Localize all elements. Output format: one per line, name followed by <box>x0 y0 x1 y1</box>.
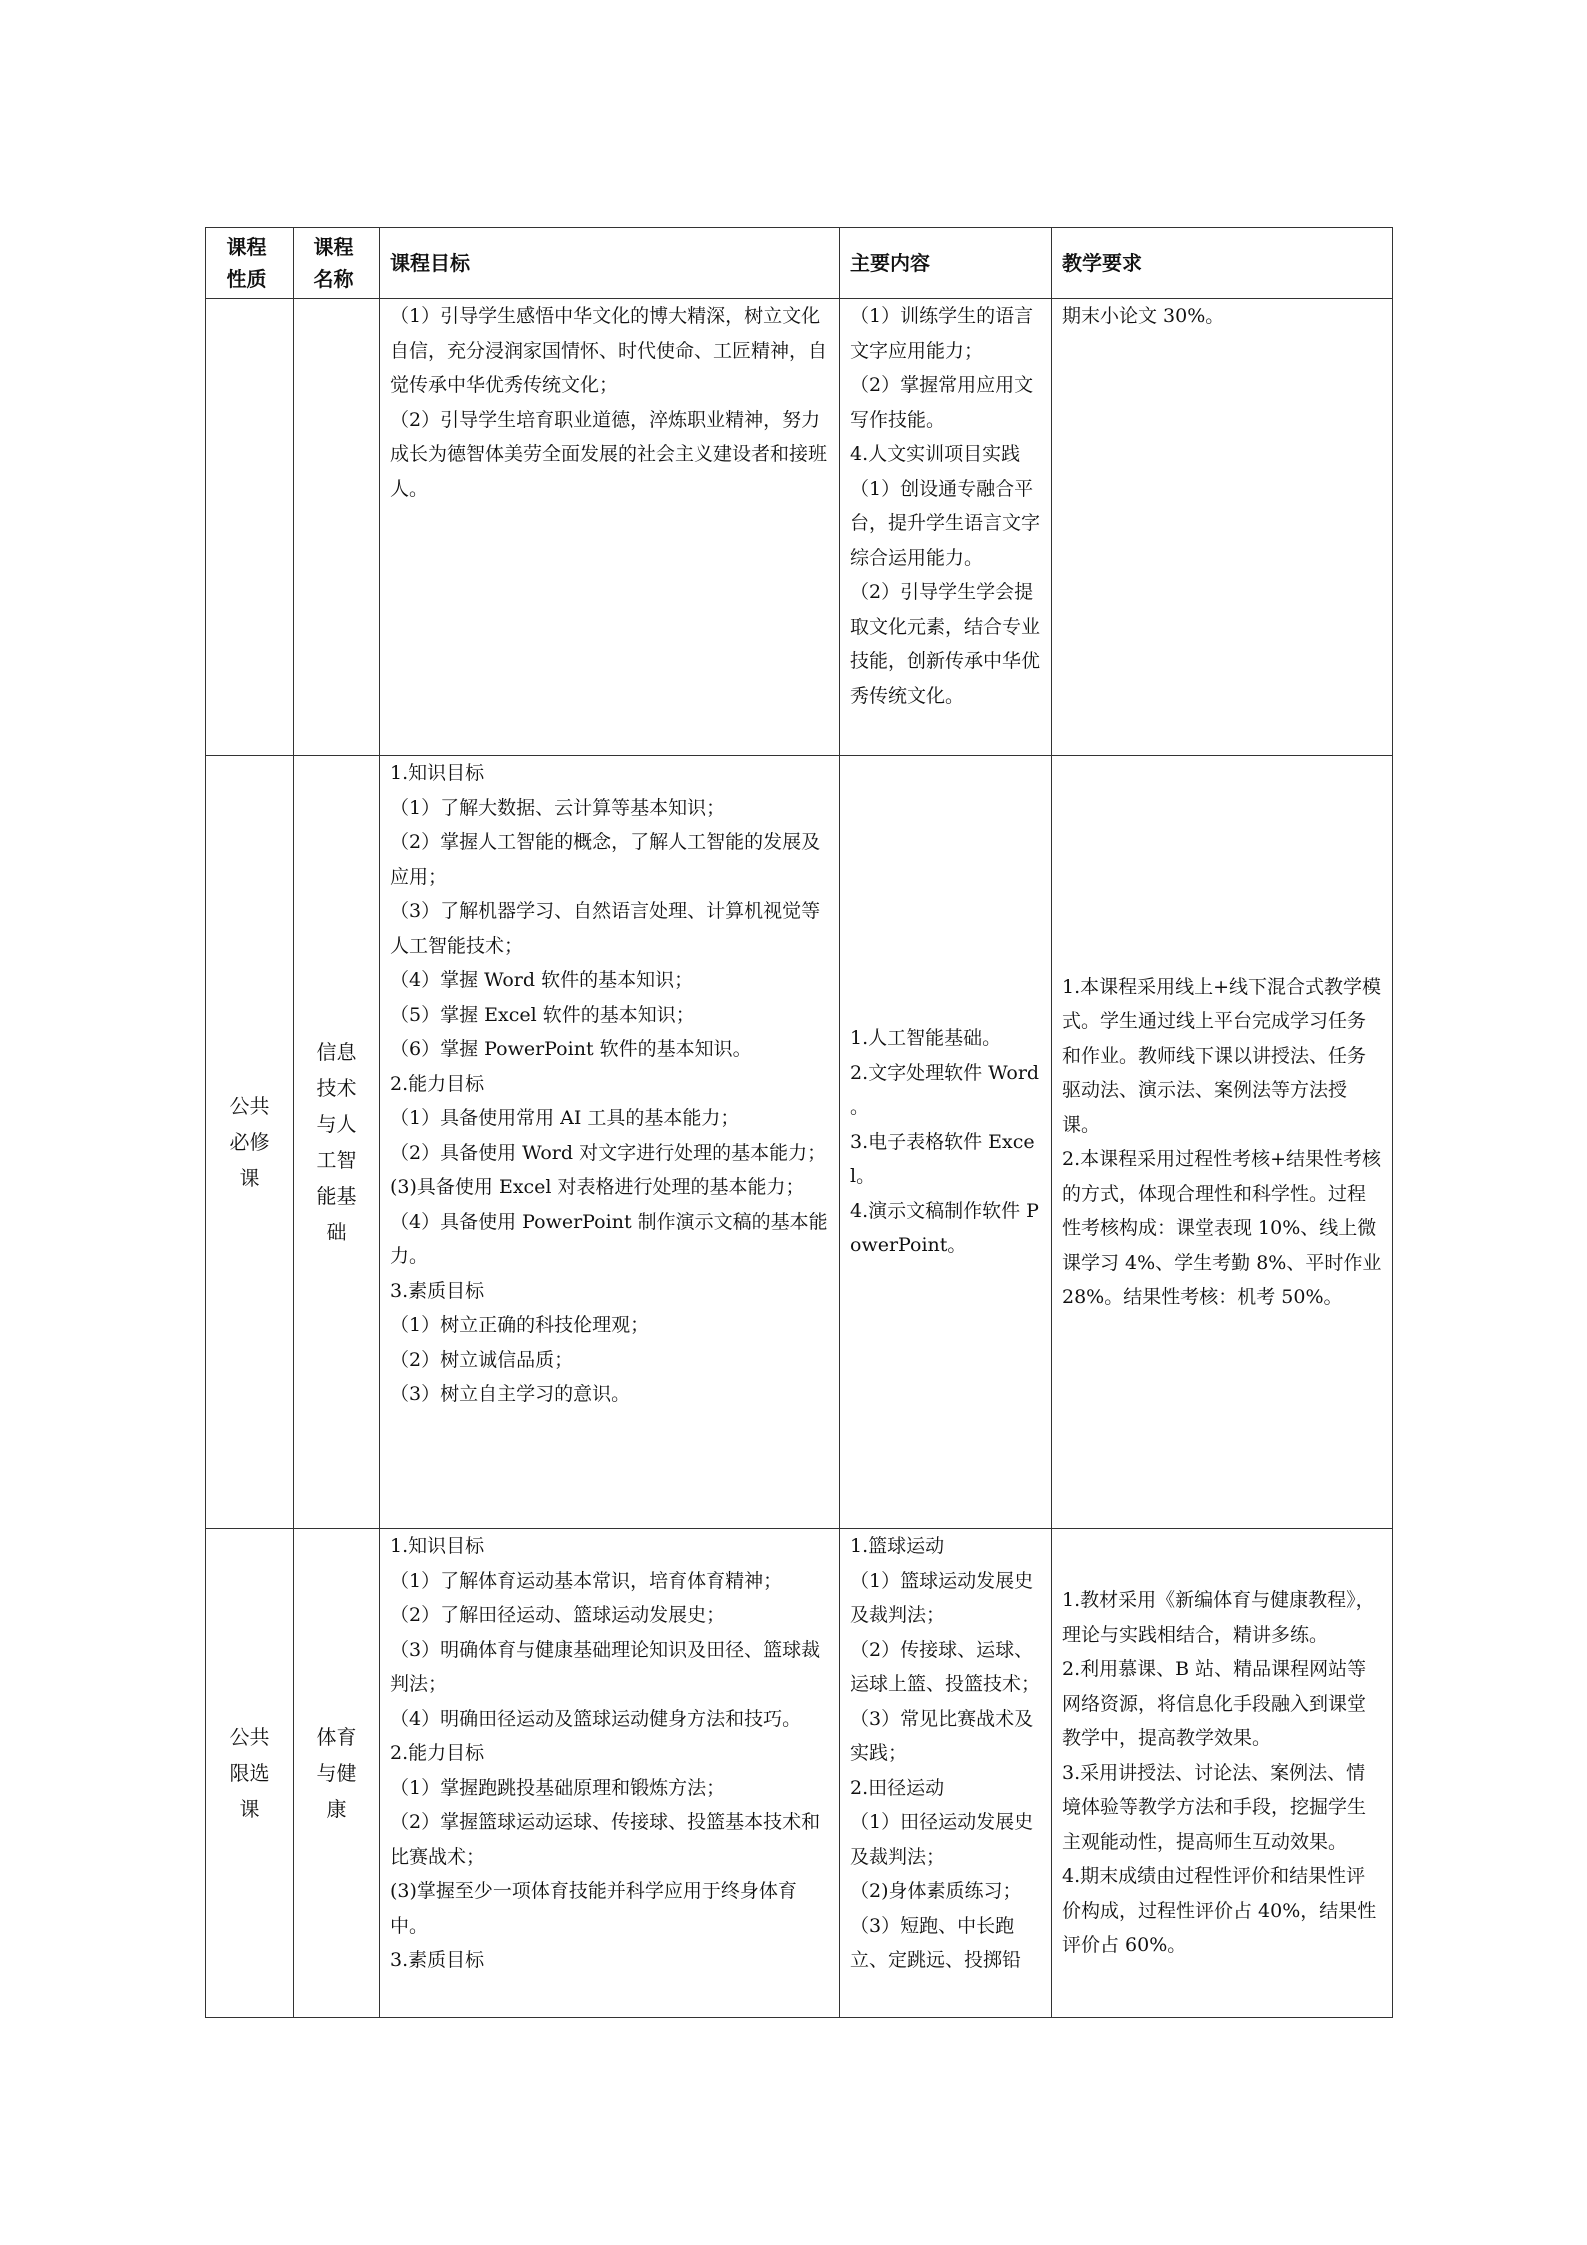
course-goals-cell <box>380 1529 840 2018</box>
content-line: （1）创设通专融合平台，提升学生语言文字综合运用能力。 <box>850 477 1041 569</box>
goal-line: （1）掌握跑跳投基础原理和锻炼方法； <box>390 1776 726 1799</box>
goal-line: （3）了解机器学习、自然语言处理、计算机视觉等人工智能技术； <box>390 900 821 957</box>
content-line: 3.电子表格软件 Excel。 <box>850 1130 1035 1188</box>
course-nature-cell: 公共必修课 <box>206 756 294 1529</box>
content-line: 2.文字处理软件 Word 。 <box>850 1061 1040 1119</box>
course-name-cell: 体育与健康 <box>294 1529 380 2018</box>
goal-line: （2）了解田径运动、篮球运动发展史； <box>390 1604 726 1626</box>
requirement-line: 期末小论文 30%。 <box>1062 305 1225 327</box>
content-line: 2.田径运动 <box>850 1776 945 1799</box>
teaching-requirements-cell <box>1052 299 1393 756</box>
main-content-cell <box>840 756 1052 1529</box>
goal-line: (3)具备使用 Excel 对表格进行处理的基本能力； <box>390 1176 805 1198</box>
course-goals-cell <box>380 299 840 756</box>
course-goals-cell <box>380 756 840 1529</box>
header-course-name: 课程名称 <box>294 228 380 299</box>
table-header-row <box>206 228 1393 299</box>
goal-line: 1.知识目标 <box>390 1535 485 1557</box>
goal-line: （2）树立诚信品质； <box>390 1348 574 1371</box>
table-row <box>206 756 1393 1529</box>
course-name-cell: 信息技术与人工智能基础 <box>294 756 380 1529</box>
content-line: 1.篮球运动 <box>850 1535 945 1557</box>
goal-line: 3.素质目标 <box>390 1949 485 1971</box>
goal-line: （3）树立自主学习的意识。 <box>390 1383 631 1405</box>
requirement-line: 4.期末成绩由过程性评价和结果性评价构成，过程性评价占 40%，结果性评价占 60%。 <box>1062 1865 1377 1957</box>
course-nature-cell: 公共限选课 <box>206 1529 294 2018</box>
main-content-cell <box>840 1529 1052 2018</box>
content-line: （2）传接球、运球、运球上篮、投篮技术； <box>850 1638 1041 1695</box>
content-line: （2)身体素质练习； <box>850 1880 1022 1902</box>
requirement-line: 2.利用慕课、B 站、精品课程网站等网络资源，将信息化手段融入到课堂教学中，提高教学效果。 <box>1062 1658 1367 1750</box>
requirement-line: 1.本课程采用线上+线下混合式教学模式。学生通过线上平台完成学习任务和作业。教师线下课以讲授法、任务驱动法、演示法、案例法等方法授课。 <box>1062 975 1382 1136</box>
requirement-line: 3.采用讲授法、讨论法、案例法、情境体验等教学方法和手段，挖掘学生主观能动性，提高师生互动效果。 <box>1062 1761 1367 1853</box>
goal-line: （3）明确体育与健康基础理论知识及田径、篮球裁判法； <box>390 1638 821 1695</box>
header-course-goals: 课程目标 <box>380 228 840 299</box>
content-line: （2）引导学生学会提取文化元素，结合专业技能，创新传承中华优秀传统文化。 <box>850 581 1041 707</box>
curriculum-table <box>205 227 1393 2018</box>
course-nature-cell <box>206 299 294 756</box>
goal-line: （4）明确田径运动及篮球运动健身方法和技巧。 <box>390 1707 802 1730</box>
goal-line: (3)掌握至少一项体育技能并科学应用于终身体育中。 <box>390 1880 797 1937</box>
goal-line: （5）掌握 Excel 软件的基本知识； <box>390 1003 695 1026</box>
content-line: （1）训练学生的语言文字应用能力； <box>850 305 1034 362</box>
header-course-nature: 课程性质 <box>206 228 294 299</box>
content-line: （1）田径运动发展史及裁判法； <box>850 1811 1034 1868</box>
goal-line: （4）掌握 Word 软件的基本知识； <box>390 969 694 991</box>
goal-line: （2）掌握篮球运动运球、传接球、投篮基本技术和比赛战术； <box>390 1811 821 1868</box>
teaching-requirements-cell <box>1052 756 1393 1529</box>
goal-line: （1）引导学生感悟中华文化的博大精深，树立文化自信，充分浸润家国情怀、时代使命、工匠精神，自觉传承中华优秀传统文化； <box>390 305 828 396</box>
main-content-cell <box>840 299 1052 756</box>
requirement-line: 2.本课程采用过程性考核+结果性考核的方式，体现合理性和科学性。过程性考核构成：课堂表现 10%、线上微课学习 4%、学生考勤 8%、平时作业 28%。结果性考核：机考 50%。 <box>1062 1148 1382 1308</box>
goal-line: （1）了解大数据、云计算等基本知识； <box>390 796 726 819</box>
course-name-cell <box>294 299 380 756</box>
requirement-line: 1.教材采用《新编体育与健康教程》，理论与实践相结合，精讲多练。 <box>1062 1589 1375 1646</box>
content-line: 4.演示文稿制作软件 PowerPoint。 <box>850 1199 1039 1257</box>
goal-line: （1）树立正确的科技伦理观； <box>390 1314 650 1336</box>
goal-line: 2.能力目标 <box>390 1742 485 1764</box>
header-main-content: 主要内容 <box>840 228 1052 299</box>
teaching-requirements-cell <box>1052 1529 1393 2018</box>
goal-line: （2）具备使用 Word 对文字进行处理的基本能力； <box>390 1141 827 1164</box>
goal-line: 1.知识目标 <box>390 762 485 784</box>
goal-line: （2）引导学生培育职业道德，淬炼职业精神，努力成长为德智体美劳全面发展的社会主义建设者和接班人。 <box>390 408 828 500</box>
goal-line: （1）了解体育运动基本常识，培育体育精神； <box>390 1569 783 1592</box>
content-line: 4.人文实训项目实践 <box>850 443 1021 465</box>
goal-line: （6）掌握 PowerPoint 软件的基本知识。 <box>390 1038 752 1060</box>
goal-line: （4）具备使用 PowerPoint 制作演示文稿的基本能力。 <box>390 1210 828 1267</box>
goal-line: 2.能力目标 <box>390 1072 485 1095</box>
goal-line: （2）掌握人工智能的概念，了解人工智能的发展及应用； <box>390 831 821 888</box>
goal-line: （1）具备使用常用 AI 工具的基本能力； <box>390 1107 740 1129</box>
header-teaching-requirements: 教学要求 <box>1052 228 1393 299</box>
table-row <box>206 1529 1393 2018</box>
content-line: （3）常见比赛战术及实践； <box>850 1707 1034 1764</box>
content-line: （3）短跑、中长跑立、定跳远、投掷铅 <box>850 1914 1022 1971</box>
content-line: （2）掌握常用应用文写作技能。 <box>850 374 1034 431</box>
goal-line: 3.素质目标 <box>390 1279 485 1302</box>
table-row <box>206 299 1393 756</box>
content-line: （1）篮球运动发展史及裁判法； <box>850 1569 1034 1626</box>
content-line: 1.人工智能基础。 <box>850 1027 1002 1050</box>
